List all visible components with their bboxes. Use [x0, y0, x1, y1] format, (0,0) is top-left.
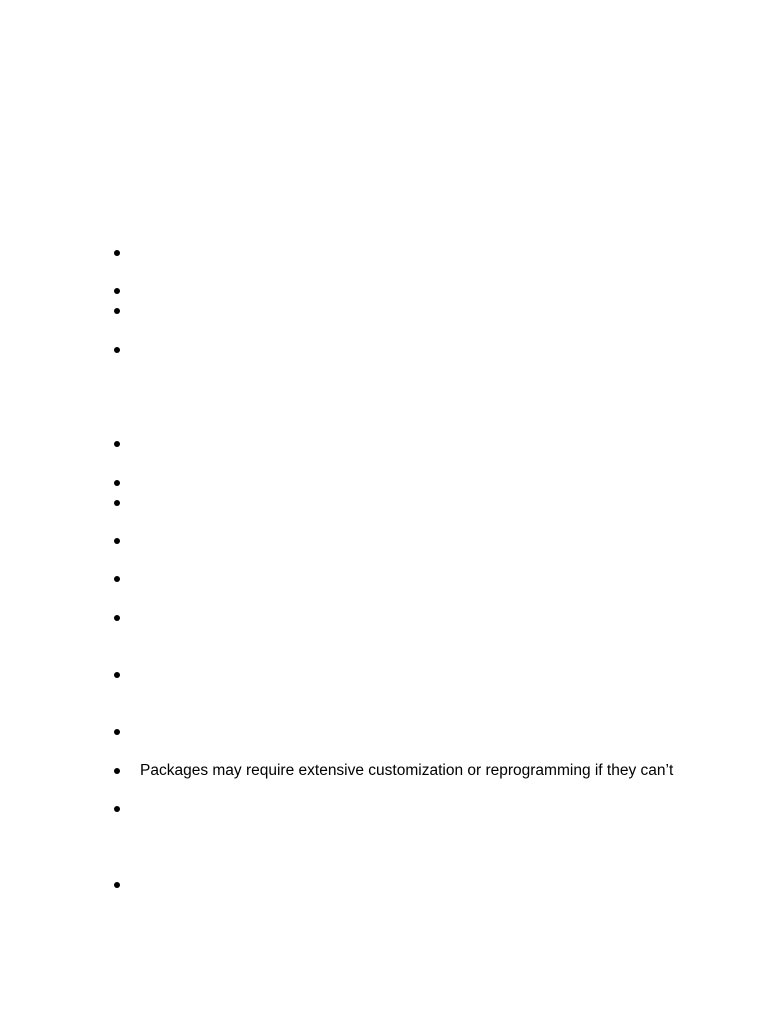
list-item	[110, 761, 730, 781]
bullet-icon	[114, 347, 120, 353]
bullet-icon	[114, 288, 120, 294]
bullet-icon	[114, 729, 120, 735]
bullet-icon	[114, 806, 120, 812]
list-item	[110, 340, 730, 360]
list-item	[110, 473, 730, 493]
list-item	[110, 301, 730, 321]
list-item	[110, 281, 730, 301]
bullet-icon	[114, 768, 120, 774]
bullet-icon	[114, 576, 120, 582]
bullet-icon	[114, 538, 120, 544]
list-item	[110, 875, 730, 895]
bullet-icon	[114, 615, 120, 621]
list-item	[110, 531, 730, 551]
bullet-icon	[114, 308, 120, 314]
list-item	[110, 665, 730, 685]
bullet-icon	[114, 250, 120, 256]
list-item	[110, 434, 730, 454]
bullet-icon	[114, 882, 120, 888]
list-item	[110, 722, 730, 742]
list-item	[110, 243, 730, 263]
bullet-icon	[114, 500, 120, 506]
list-item	[110, 799, 730, 819]
bullet-icon	[114, 480, 120, 486]
list-item	[110, 569, 730, 589]
bullet-icon	[114, 441, 120, 447]
list-item	[110, 493, 730, 513]
bullet-icon	[114, 672, 120, 678]
list-item-text: Packages may require extensive customization or reprogramming if they can’t	[140, 762, 674, 779]
list-item	[110, 608, 730, 628]
